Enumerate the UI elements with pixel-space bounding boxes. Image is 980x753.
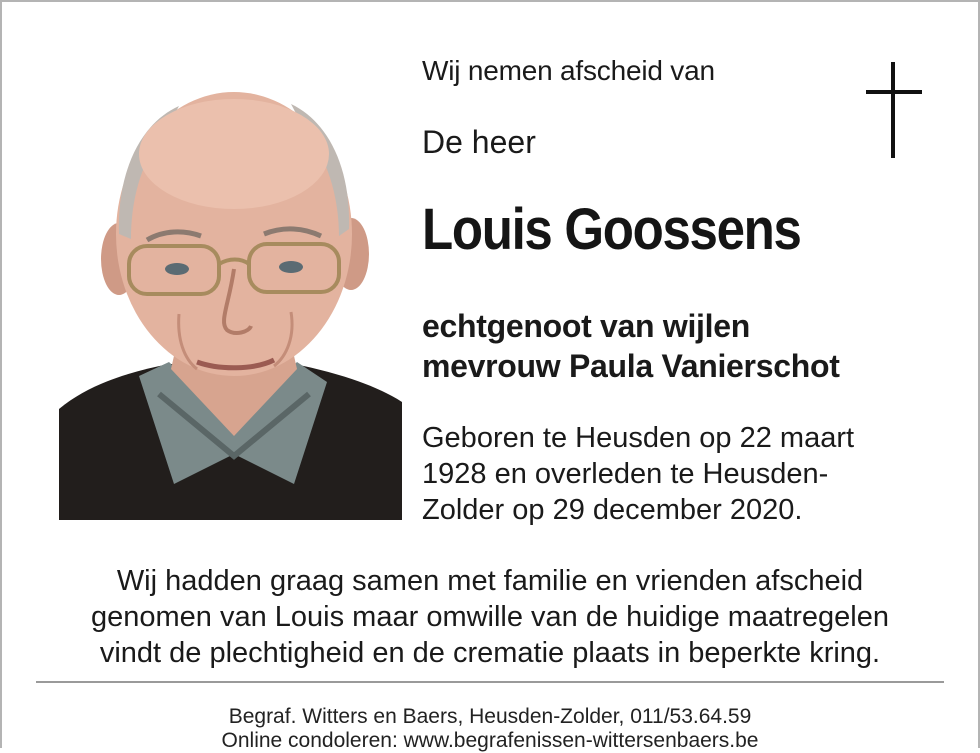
message-line-2: genomen van Louis maar omwille van de huidige maatregelen	[91, 601, 889, 633]
life-line-3: Zolder op 29 december 2020.	[422, 494, 803, 526]
latin-cross-icon	[866, 62, 922, 158]
intro-text: Wij nemen afscheid van	[422, 55, 715, 86]
life-line-1: Geboren te Heusden op 22 maart	[422, 422, 855, 454]
spouse-info	[422, 306, 840, 386]
portrait-photo	[59, 64, 402, 520]
footer-line-1: Begraf. Witters en Baers, Heusden-Zolder, 011/53.64.59	[228, 705, 752, 728]
spouse-line-2: mevrouw Paula Vanierschot	[422, 348, 840, 384]
message-line-3: vindt de plechtigheid en de crematie plaats in beperkte kring.	[99, 637, 881, 669]
life-dates	[422, 420, 902, 528]
footer-line-2: Online condoleren: www.begrafenissen-wittersenbaers.be	[221, 729, 759, 752]
deceased-name: Louis Goossens	[422, 197, 801, 262]
funeral-message	[40, 563, 940, 671]
life-line-2: 1928 en overleden te Heusden-	[422, 458, 829, 490]
divider	[36, 681, 944, 683]
title-prefix: De heer	[422, 124, 536, 160]
message-line-1: Wij hadden graag samen met familie en vrienden afscheid	[116, 565, 864, 597]
spouse-line-1: echtgenoot van wijlen	[422, 308, 750, 344]
